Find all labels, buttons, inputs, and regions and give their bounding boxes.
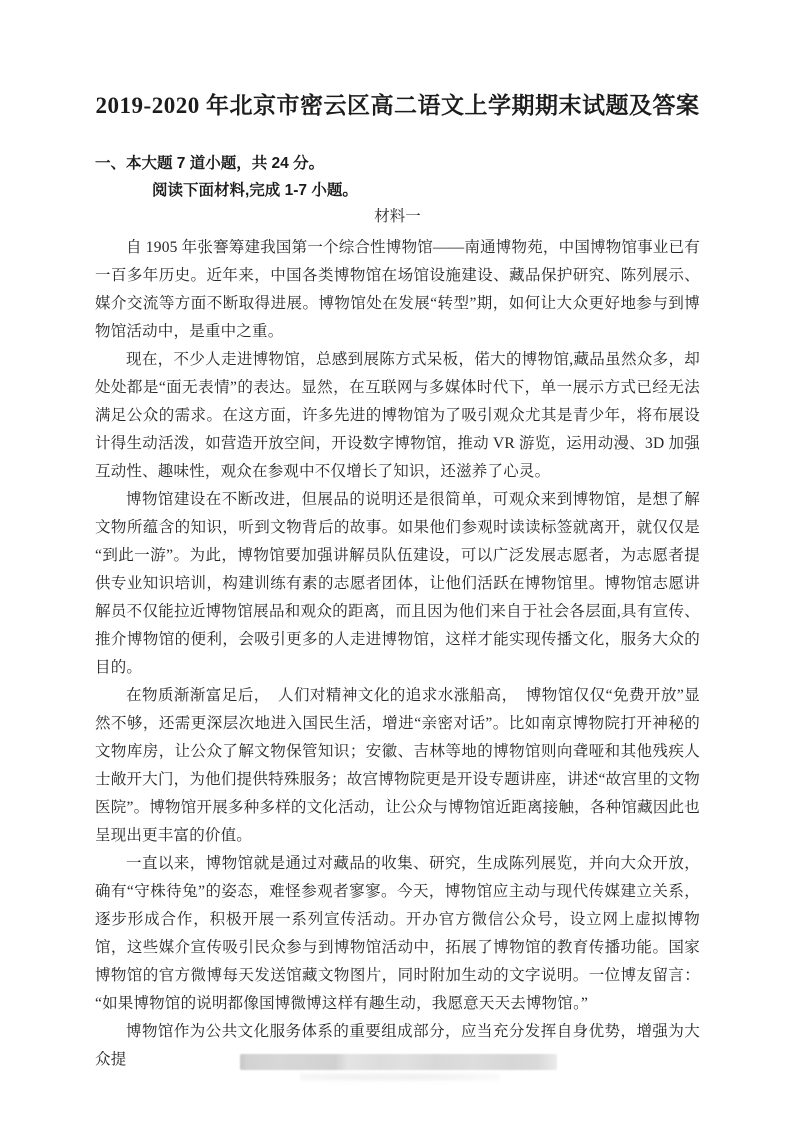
material-one-body [95,234,700,1074]
document-title: 2019-2020 年北京市密云区高二语文上学期期末试题及答案 [95,93,700,118]
body-paragraph: 一直以来，博物馆就是通过对藏品的收集、研究，生成陈列展览，并向大众开放，确有“守株待兔”的姿态，难怪参观者寥寥。今天，博物馆应主动与现代传媒建立关系，逐步形成合作，积极开展一系列宣传活动。开办官方微信公众号，设立网上虚拟博物馆，这些媒介宣传吸引民众参与到博物馆活动中，拓展了博物馆的教育传播功能。国家博物馆的官方微博每天发送馆藏文物图片，同时附加生动的文字说明。一位博友留言：“如果博物馆的说明都像国博微博这样有趣生动，我愿意天天去博物馆。” [95,855,700,1012]
body-paragraph: 在物质渐渐富足后， 人们对精神文化的追求水涨船高， 博物馆仅仅“免费开放”显然不够，还需更深层次地进入国民生活，增进“亲密对话”。比如南京博物院打开神秘的文物库房，让公众了解文物保管知识；安徽、吉林等地的博物馆则向聋哑和其他残疾人士敞开大门，为他们提供特殊服务；故宫博物院更是开设专题讲座，讲述“故宫里的文物医院”。博物馆开展多种多样的文化活动，让公众与博物馆近距离接触，各种馆藏因此也呈现出更丰富的价值。 [95,687,700,844]
reading-instruction: 阅读下面材料,完成 1-7 小题。 [152,182,358,199]
body-paragraph: 博物馆建设在不断改进，但展品的说明还是很简单，可观众来到博物馆，是想了解文物所蕴含的知识，听到文物背后的故事。如果他们参观时读读标签就离开，就仅仅是“到此一游”。为此，博物馆要加强讲解员队伍建设，可以广泛发展志愿者，为志愿者提 供专业知识培训，构建训练有素的志愿者团体，让他们活跃在博物馆里。博物馆志愿讲解员不仅能拉近博物馆展品和观众的距离，而且因为他们来自于社会各层面,具有宣传、推介博物馆的便利，会吸引更多的人走进博物馆，这样才能实现传播文化，服务大众的目的。 [95,491,700,676]
material-one-heading: 材料一 [374,208,421,225]
section-heading: 一、本大题 7 道小题，共 24 分。 [95,155,325,172]
watermark-ghost-smudge [300,1070,500,1084]
body-paragraph: 自 1905 年张謇筹建我国第一个综合性博物馆——南通博物苑，中国博物馆事业已有一百多年历史。近年来，中国各类博物馆在场馆设施建设、藏品保护研究、陈列展示、媒介交流等方面不断取得进展。博物馆处在发展“转型”期，如何让大众更好地参与到博物馆活动中，是重中之重。 [95,239,700,340]
body-paragraph: 现在，不少人走进博物馆，总感到展陈方式呆板，偌大的博物馆,藏品虽然众多，却处处都是“面无表情”的表达。显然，在互联网与多媒体时代下，单一展示方式已经无法满足公众的需求。在这方面，许多先进的博物馆为了吸引观众尤其是青少年，将布展设计得生动活泼，如营造开放空间，开设数字博物馆，推动 VR 游览，运用动漫、3D 加强互动性、趣味性，观众在参观中不仅增长了知识，还滋养了心灵。 [95,351,700,480]
body-paragraph: 博物馆作为公共文化服务体系的重要组成部分，应当充分发挥自身优势，增强为大众提 [95,1023,700,1068]
redacted-watermark-bar [240,1054,557,1070]
